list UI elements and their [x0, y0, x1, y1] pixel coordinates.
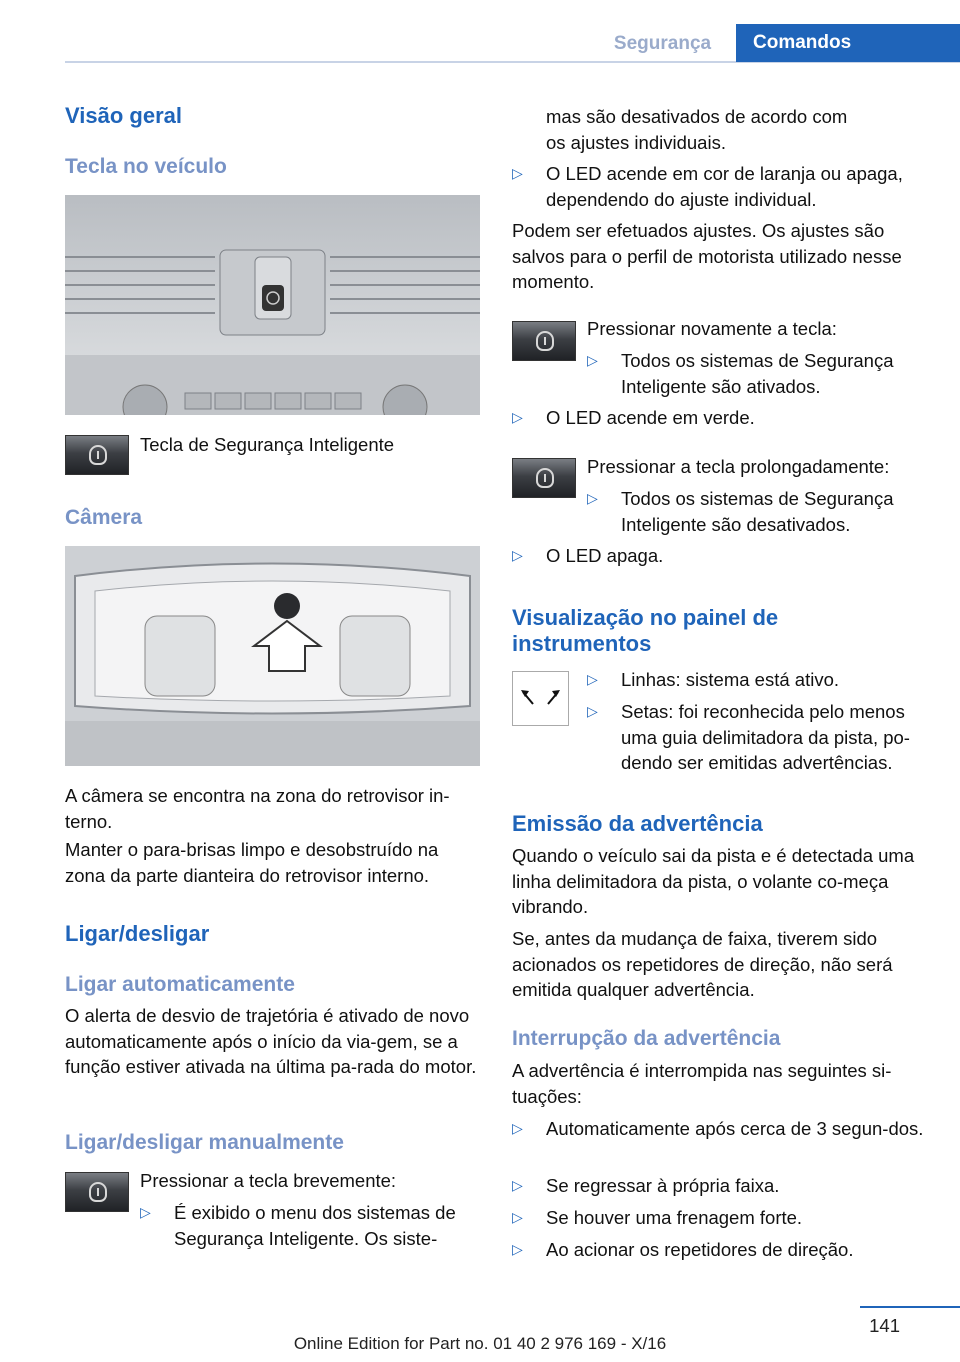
settings-paragraph: Podem ser efetuados ajustes. Os ajustes são salvos para o perfil de motorista utilizado nesse momento.: [512, 220, 902, 292]
safety-button-icon-long: [512, 458, 576, 498]
list-item: ▷ Automaticamente após cerca de 3 segun-dos.: [512, 1116, 927, 1168]
press-long-text: Pressionar a tecla prolongadamente:: [587, 456, 890, 477]
auto-paragraph: O alerta de desvio de trajetória é ativado de novo automaticamente após o início da via-gem, se a função estiver ativada na última pa-rada do motor.: [65, 1005, 477, 1077]
heading-display: Visualização no painel de instrumentos: [512, 605, 779, 656]
list-item: ▷ O LED apaga.: [512, 543, 927, 569]
heading-overview: Visão geral: [65, 103, 182, 128]
safety-button-icon-again: [512, 321, 576, 361]
button-caption: Tecla de Segurança Inteligente: [140, 434, 395, 455]
lane-symbol-icon: [513, 672, 568, 725]
bullet-triangle-icon: ▷: [512, 1120, 523, 1136]
heading-manual: Ligar/desligar manualmente: [65, 1131, 344, 1154]
header-section[interactable]: Segurança: [613, 33, 712, 54]
safety-button-icon: [65, 435, 129, 475]
footer-edition: Online Edition for Part no. 01 40 2 976 169 - X/16: [293, 1334, 667, 1353]
header-chapter[interactable]: Comandos: [736, 24, 960, 62]
bullet-triangle-icon: ▷: [512, 1209, 523, 1225]
list-item: ▷ Todos os sistemas de Segurança Inteligente são desativados.: [587, 488, 894, 535]
lane-lines-icon: [512, 671, 569, 726]
list-item: ▷ Todos os sistemas de Segurança Inteligente são ativados.: [587, 350, 894, 397]
bullet-triangle-icon: ▷: [587, 490, 598, 506]
dashboard-button-photo: [65, 195, 480, 415]
manual-press-text: Pressionar a tecla brevemente:: [140, 1170, 397, 1191]
list-item: ▷ Se houver uma frenagem forte.: [512, 1205, 927, 1231]
heading-button-in-vehicle: Tecla no veículo: [65, 155, 227, 178]
safety-button-icon-manual: [65, 1172, 129, 1212]
heading-camera: Câmera: [65, 506, 143, 529]
list-item: ▷ Se regressar à própria faixa.: [512, 1173, 927, 1199]
bullet-triangle-icon: ▷: [140, 1204, 151, 1220]
bullet-triangle-icon: ▷: [587, 703, 598, 719]
camera-illustration: [65, 546, 480, 766]
list-item: ▷ Ao acionar os repetidores de direção.: [512, 1237, 927, 1263]
bullet-triangle-icon: ▷: [512, 165, 523, 181]
list-item: ▷ Linhas: sistema está ativo.: [587, 667, 927, 693]
list-item: ▷ Setas: foi reconhecida pelo menos uma guia delimitadora da pista, po-dendo ser emitidas advertências.: [587, 701, 910, 773]
dashboard-illustration: [65, 195, 480, 415]
bullet-triangle-icon: ▷: [512, 1241, 523, 1257]
camera-paragraph-2: Manter o para-brisas limpo e desobstruído na zona da parte dianteira do retrovisor interno.: [65, 839, 439, 886]
interrupt-paragraph: A advertência é interrompida nas seguintes si-tuações:: [512, 1060, 892, 1107]
bullet-triangle-icon: ▷: [512, 1177, 523, 1193]
bullet-triangle-icon: ▷: [587, 352, 598, 368]
footer-rule: [860, 1306, 960, 1308]
list-item: ▷ O LED acende em cor de laranja ou apaga, dependendo do ajuste individual.: [512, 163, 903, 210]
page-number: 141: [869, 1315, 900, 1336]
warning-paragraph-1: Quando o veículo sai da pista e é detectada uma linha delimitadora da pista, o volante co-meça vibrando.: [512, 845, 915, 917]
bullet-triangle-icon: ▷: [512, 547, 523, 563]
warning-paragraph-2: Se, antes da mudança de faixa, tiverem sido acionados os repetidores de direção, não será emitida qualquer advertência.: [512, 928, 893, 1000]
bullet-triangle-icon: ▷: [587, 671, 598, 687]
camera-paragraph-1: A câmera se encontra na zona do retrovisor in-terno.: [65, 785, 450, 832]
heading-on-off: Ligar/desligar: [65, 921, 210, 946]
bullet-triangle-icon: ▷: [512, 409, 523, 425]
continued-text: mas são desativados de acordo com os ajustes individuais.: [546, 106, 848, 153]
press-again-text: Pressionar novamente a tecla:: [587, 318, 837, 339]
list-item: ▷ O LED acende em verde.: [512, 405, 927, 431]
camera-photo: [65, 546, 480, 766]
heading-switch-on-auto: Ligar automaticamente: [65, 973, 295, 996]
list-item: ▷ É exibido o menu dos sistemas de Segurança Inteligente. Os siste-: [140, 1202, 456, 1249]
heading-warning: Emissão da advertência: [512, 811, 763, 836]
heading-interrupt: Interrupção da advertência: [512, 1027, 781, 1050]
